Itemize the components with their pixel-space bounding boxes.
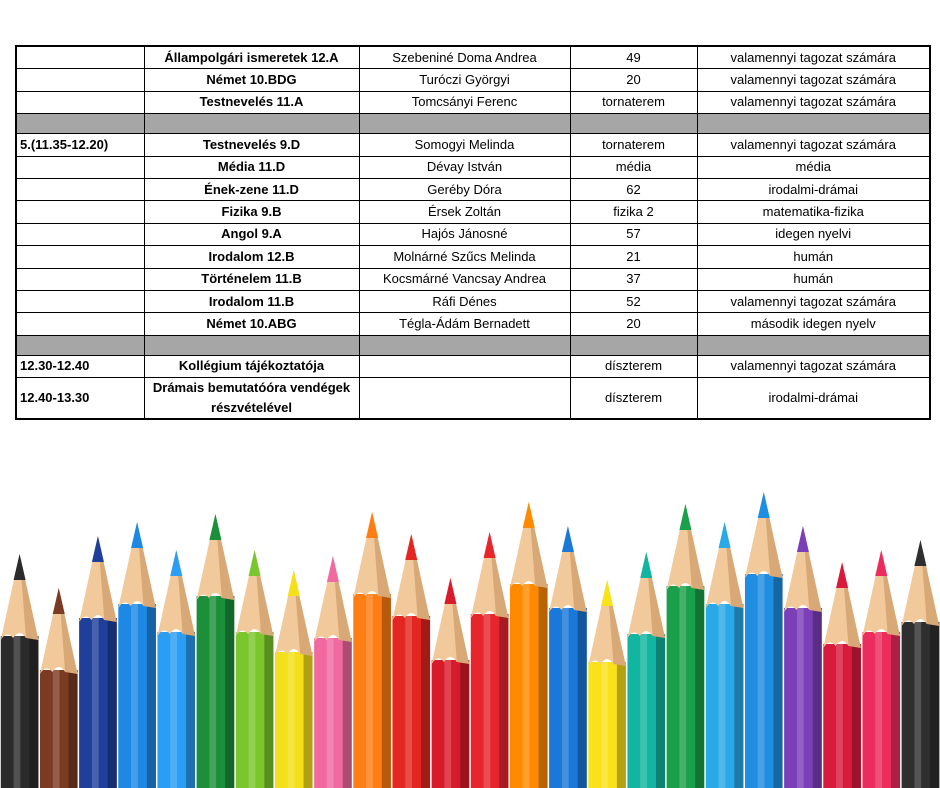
subject-cell: Testnevelés 11.A (144, 91, 359, 113)
audience-cell: valamennyi tagozat számára (697, 46, 930, 69)
schedule-table (15, 45, 931, 420)
audience-cell: irodalmi-drámai (697, 178, 930, 200)
room-cell: média (570, 156, 697, 178)
pencil (588, 580, 626, 788)
room-cell: 62 (570, 178, 697, 200)
teacher-cell: Szebeniné Doma Andrea (359, 46, 570, 69)
table-row (16, 69, 930, 91)
time-cell (16, 156, 144, 178)
table-row (16, 178, 930, 200)
room-cell: 37 (570, 268, 697, 290)
audience-cell: valamennyi tagozat számára (697, 134, 930, 156)
teacher-cell: Dévay István (359, 156, 570, 178)
pencil (79, 536, 117, 788)
time-cell (16, 223, 144, 245)
teacher-cell: Ráfi Dénes (359, 290, 570, 312)
table-row (16, 246, 930, 268)
table-row (16, 46, 930, 69)
table-row (16, 156, 930, 178)
separator-cell (144, 114, 359, 134)
time-cell: 5.(11.35-12.20) (16, 134, 144, 156)
audience-cell: humán (697, 268, 930, 290)
pencil (667, 504, 705, 788)
teacher-cell: Hajós Jánosné (359, 223, 570, 245)
audience-cell: második idegen nyelv (697, 313, 930, 335)
time-cell: 12.30-12.40 (16, 355, 144, 377)
teacher-cell: Molnárné Szűcs Melinda (359, 246, 570, 268)
table-row (16, 355, 930, 377)
pencil (353, 512, 391, 788)
time-cell (16, 313, 144, 335)
pencil (510, 502, 548, 788)
separator-row (16, 114, 930, 134)
pencil (118, 522, 156, 788)
audience-cell: média (697, 156, 930, 178)
subject-cell: Történelem 11.B (144, 268, 359, 290)
pencil (471, 532, 509, 788)
time-cell (16, 46, 144, 69)
table-row (16, 201, 930, 223)
table-row (16, 290, 930, 312)
table-row (16, 134, 930, 156)
room-cell: tornaterem (570, 134, 697, 156)
pencil (745, 492, 783, 788)
subject-cell: Ének-zene 11.D (144, 178, 359, 200)
subject-cell: Irodalom 12.B (144, 246, 359, 268)
room-cell: 57 (570, 223, 697, 245)
teacher-cell: Kocsmárné Vancsay Andrea (359, 268, 570, 290)
room-cell: fizika 2 (570, 201, 697, 223)
separator-cell (697, 114, 930, 134)
pencil (549, 526, 587, 788)
separator-cell (16, 335, 144, 355)
room-cell: 21 (570, 246, 697, 268)
pencil (1, 554, 39, 788)
teacher-cell: Turóczi Györgyi (359, 69, 570, 91)
subject-cell: Média 11.D (144, 156, 359, 178)
separator-cell (359, 114, 570, 134)
separator-cell (570, 335, 697, 355)
pencil (197, 514, 235, 788)
pencil (627, 552, 665, 788)
time-cell (16, 268, 144, 290)
table-row (16, 268, 930, 290)
subject-cell: Kollégium tájékoztatója (144, 355, 359, 377)
separator-cell (697, 335, 930, 355)
audience-cell: idegen nyelvi (697, 223, 930, 245)
table-row (16, 378, 930, 420)
audience-cell: valamennyi tagozat számára (697, 69, 930, 91)
subject-cell: Fizika 9.B (144, 201, 359, 223)
schedule-body (16, 46, 930, 419)
separator-cell (16, 114, 144, 134)
pencil (706, 522, 744, 788)
subject-cell: Irodalom 11.B (144, 290, 359, 312)
subject-cell: Német 10.BDG (144, 69, 359, 91)
teacher-cell (359, 378, 570, 420)
room-cell: díszterem (570, 378, 697, 420)
time-cell (16, 290, 144, 312)
pencil (862, 550, 900, 788)
teacher-cell: Érsek Zoltán (359, 201, 570, 223)
audience-cell: valamennyi tagozat számára (697, 290, 930, 312)
pencil (40, 588, 78, 788)
audience-cell: valamennyi tagozat számára (697, 355, 930, 377)
room-cell: 49 (570, 46, 697, 69)
pencil (157, 550, 195, 788)
pencil (784, 526, 822, 788)
time-cell (16, 69, 144, 91)
time-cell (16, 246, 144, 268)
pencil (314, 556, 352, 788)
subject-cell: Testnevelés 9.D (144, 134, 359, 156)
time-cell (16, 201, 144, 223)
pencil (236, 550, 274, 788)
table-row (16, 91, 930, 113)
room-cell: díszterem (570, 355, 697, 377)
audience-cell: irodalmi-drámai (697, 378, 930, 420)
subject-cell: Drámais bemutatóóra vendégek részvételével (144, 378, 359, 420)
teacher-cell: Tégla-Ádám Bernadett (359, 313, 570, 335)
time-cell (16, 178, 144, 200)
subject-cell: Német 10.ABG (144, 313, 359, 335)
subject-cell: Állampolgári ismeretek 12.A (144, 46, 359, 69)
teacher-cell: Somogyi Melinda (359, 134, 570, 156)
teacher-cell: Geréby Dóra (359, 178, 570, 200)
audience-cell: valamennyi tagozat számára (697, 91, 930, 113)
time-cell (16, 91, 144, 113)
teacher-cell (359, 355, 570, 377)
pencil (392, 534, 430, 788)
room-cell: 52 (570, 290, 697, 312)
room-cell: tornaterem (570, 91, 697, 113)
separator-cell (570, 114, 697, 134)
audience-cell: humán (697, 246, 930, 268)
separator-cell (359, 335, 570, 355)
pencil (432, 578, 470, 788)
table-row (16, 223, 930, 245)
room-cell: 20 (570, 69, 697, 91)
audience-cell: matematika-fizika (697, 201, 930, 223)
separator-row (16, 335, 930, 355)
subject-cell: Angol 9.A (144, 223, 359, 245)
room-cell: 20 (570, 313, 697, 335)
colored-pencils-image (0, 488, 940, 788)
table-row (16, 313, 930, 335)
pencil (823, 562, 861, 788)
separator-cell (144, 335, 359, 355)
pencil (275, 570, 313, 788)
time-cell: 12.40-13.30 (16, 378, 144, 420)
teacher-cell: Tomcsányi Ferenc (359, 91, 570, 113)
pencil (902, 540, 940, 788)
